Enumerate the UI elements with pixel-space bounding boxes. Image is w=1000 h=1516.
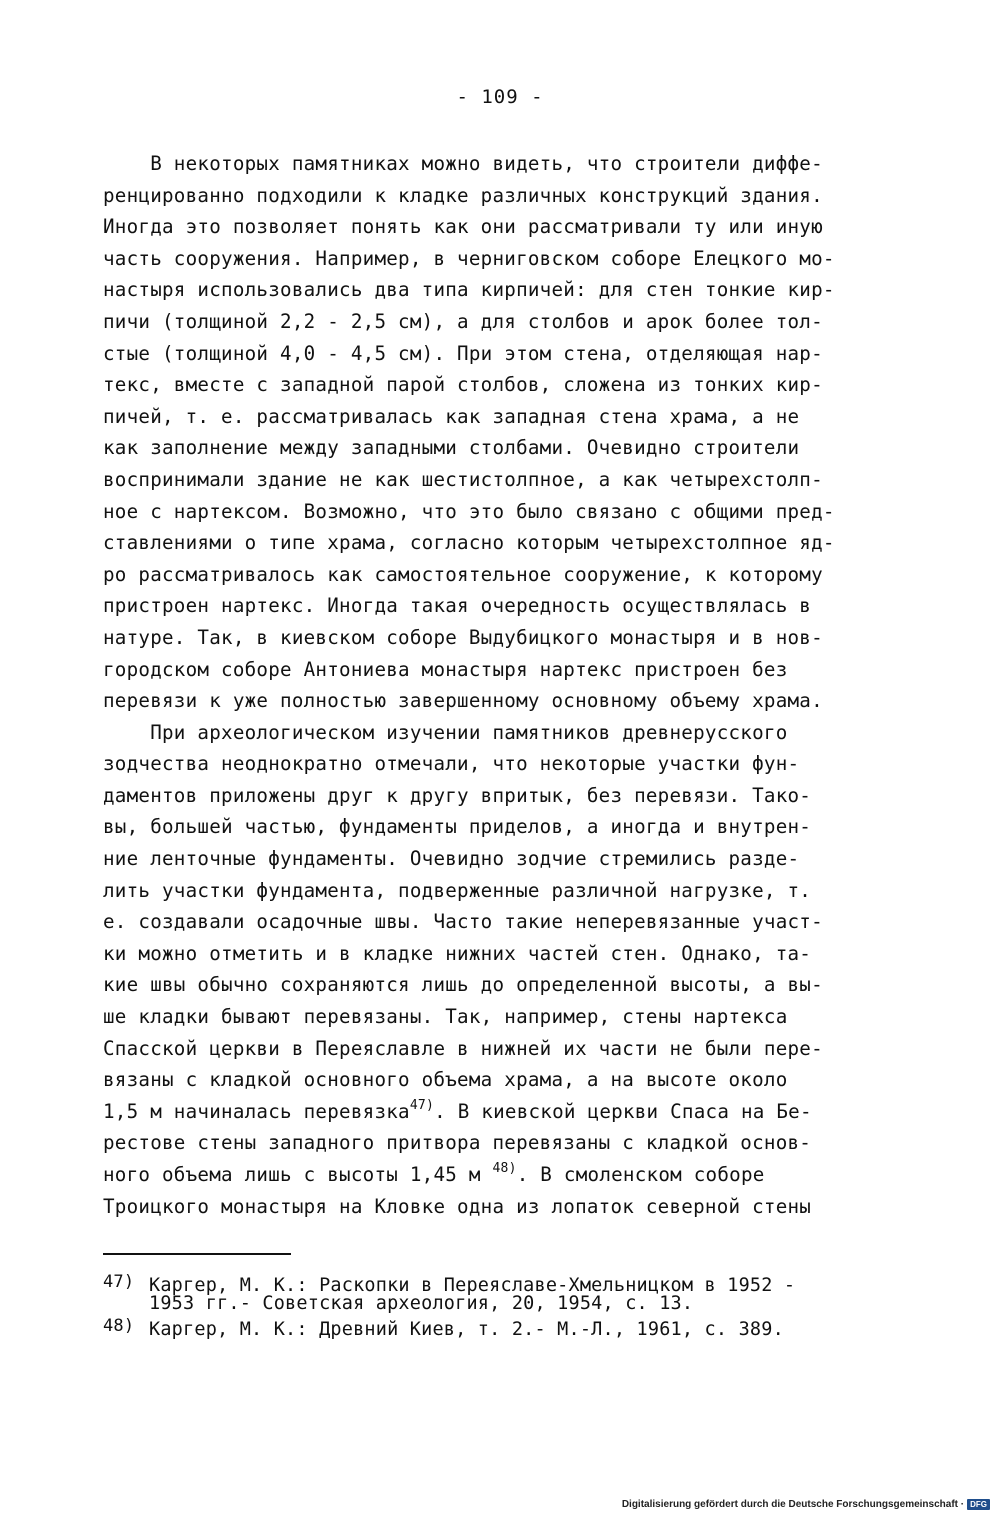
text-line: ше кладки бывают перевязаны. Так, например, стены нартекса bbox=[103, 1005, 788, 1029]
body-text bbox=[103, 148, 903, 1222]
text-line: городском соборе Антониева монастыря нартекс пристроен без bbox=[103, 657, 788, 681]
text-line: ро рассматривалось как самостоятельное сооружение, к которому bbox=[103, 562, 823, 586]
text-line: ное с нартексом. Возможно, что это было связано с общими пред- bbox=[103, 499, 835, 523]
footnotes bbox=[103, 1271, 903, 1340]
text-line: лить участки фундамента, подверженные различной нагрузке, т. bbox=[103, 878, 812, 902]
text-line: кие швы обычно сохраняются лишь до определенной высоты, а вы- bbox=[103, 973, 823, 997]
text-line: вы, большей частью, фундаменты приделов, а иногда и внутрен- bbox=[103, 815, 812, 839]
text-line: е. создавали осадочные швы. Часто такие неперевязанные участ- bbox=[103, 910, 823, 934]
text-line: как заполнение между западными столбами. Очевидно строители bbox=[103, 436, 800, 460]
text-line: стые (толщиной 4,0 - 4,5 см). При этом стена, отделяющая нар- bbox=[103, 341, 823, 365]
text-line: перевязи к уже полностью завершенному основному объему храма. bbox=[103, 689, 823, 713]
text-line: Спасской церкви в Переяславле в нижней их части не были пере- bbox=[103, 1036, 823, 1060]
credit-text: Digitalisierung gefördert durch die Deutsche Forschungsgemeinschaft · bbox=[621, 1499, 965, 1510]
text-segment: . В киевской церкви Спаса на Бе- bbox=[434, 1099, 812, 1123]
dfg-logo-icon: DFG bbox=[967, 1499, 990, 1510]
text-line: вязаны с кладкой основного объема храма, а на высоте около bbox=[103, 1068, 788, 1092]
text-line: воспринимали здание не как шестистолпное, а как четырехстолп- bbox=[103, 467, 823, 491]
footnote-47 bbox=[103, 1271, 903, 1296]
text-line-fn48 bbox=[103, 1159, 903, 1191]
footnote-text: 1953 гг.- Советская археология, 20, 1954, с. 13. bbox=[149, 1293, 694, 1314]
text-line: натуре. Так, в киевском соборе Выдубицкого монастыря и в нов- bbox=[103, 625, 823, 649]
text-line: рестове стены западного притвора перевязаны с кладкой основ- bbox=[103, 1131, 812, 1155]
text-line: Иногда это позволяет понять как они рассматривали ту или иную bbox=[103, 215, 823, 239]
footnote-mark: 48) bbox=[103, 1316, 135, 1336]
footnote-48 bbox=[103, 1315, 903, 1340]
text-line: Троицкого монастыря на Кловке одна из лопаток северной стены bbox=[103, 1194, 812, 1218]
text-segment: 1,5 м начиналась перевязка bbox=[103, 1099, 410, 1123]
text-line: пристроен нартекс. Иногда такая очередность осуществлялась в bbox=[103, 594, 812, 618]
text-line: настыря использовались два типа кирпичей: для стен тонкие кир- bbox=[103, 278, 835, 302]
text-line: текс, вместе с западной парой столбов, сложена из тонких кир- bbox=[103, 373, 823, 397]
text-line: часть сооружения. Например, в черниговском соборе Елецкого мо- bbox=[103, 246, 835, 270]
text-line: даментов приложены друг к другу впритык, без перевязи. Тако- bbox=[103, 783, 812, 807]
text-segment: ного объема лишь с высоты 1,45 м bbox=[103, 1163, 493, 1186]
footnote-mark: 47) bbox=[103, 1272, 135, 1292]
digitization-credit bbox=[622, 1499, 990, 1510]
text-line: В некоторых памятниках можно видеть, что строители диффе- bbox=[103, 152, 823, 175]
footnote-ref-48: 48) bbox=[492, 1161, 517, 1176]
text-line: пичи (толщиной 2,2 - 2,5 см), а для столбов и арок более тол- bbox=[103, 309, 823, 333]
text-line: ренцированно подходили к кладке различных конструкций здания. bbox=[103, 183, 823, 207]
text-line: зодчества неоднократно отмечали, что некоторые участки фун- bbox=[103, 752, 800, 776]
text-segment: . В смоленском соборе bbox=[516, 1163, 765, 1186]
footnote-text: Каргер, М. К.: Раскопки в Переяславе-Хмельницком в 1952 - bbox=[149, 1275, 796, 1296]
footnote-47-continued bbox=[103, 1293, 903, 1315]
footnote-text: Каргер, М. К.: Древний Киев, т. 2.- М.-Л., 1961, с. 389. bbox=[149, 1319, 784, 1340]
text-line: ки можно отметить и в кладке нижних частей стен. Однако, та- bbox=[103, 941, 812, 965]
page-number: - 109 - bbox=[456, 86, 544, 108]
footnote-ref-47: 47) bbox=[409, 1097, 435, 1113]
text-line: ние ленточные фундаменты. Очевидно зодчие стремились разде- bbox=[103, 847, 800, 871]
text-line: пичей, т. е. рассматривалась как западная стена храма, а не bbox=[103, 404, 800, 428]
text-line-fn47 bbox=[103, 1096, 903, 1128]
text-line: При археологическом изучении памятников древнерусского bbox=[103, 720, 788, 744]
footnote-separator bbox=[103, 1253, 291, 1255]
text-line: ставлениями о типе храма, согласно которым четырехстолпное яд- bbox=[103, 531, 835, 555]
